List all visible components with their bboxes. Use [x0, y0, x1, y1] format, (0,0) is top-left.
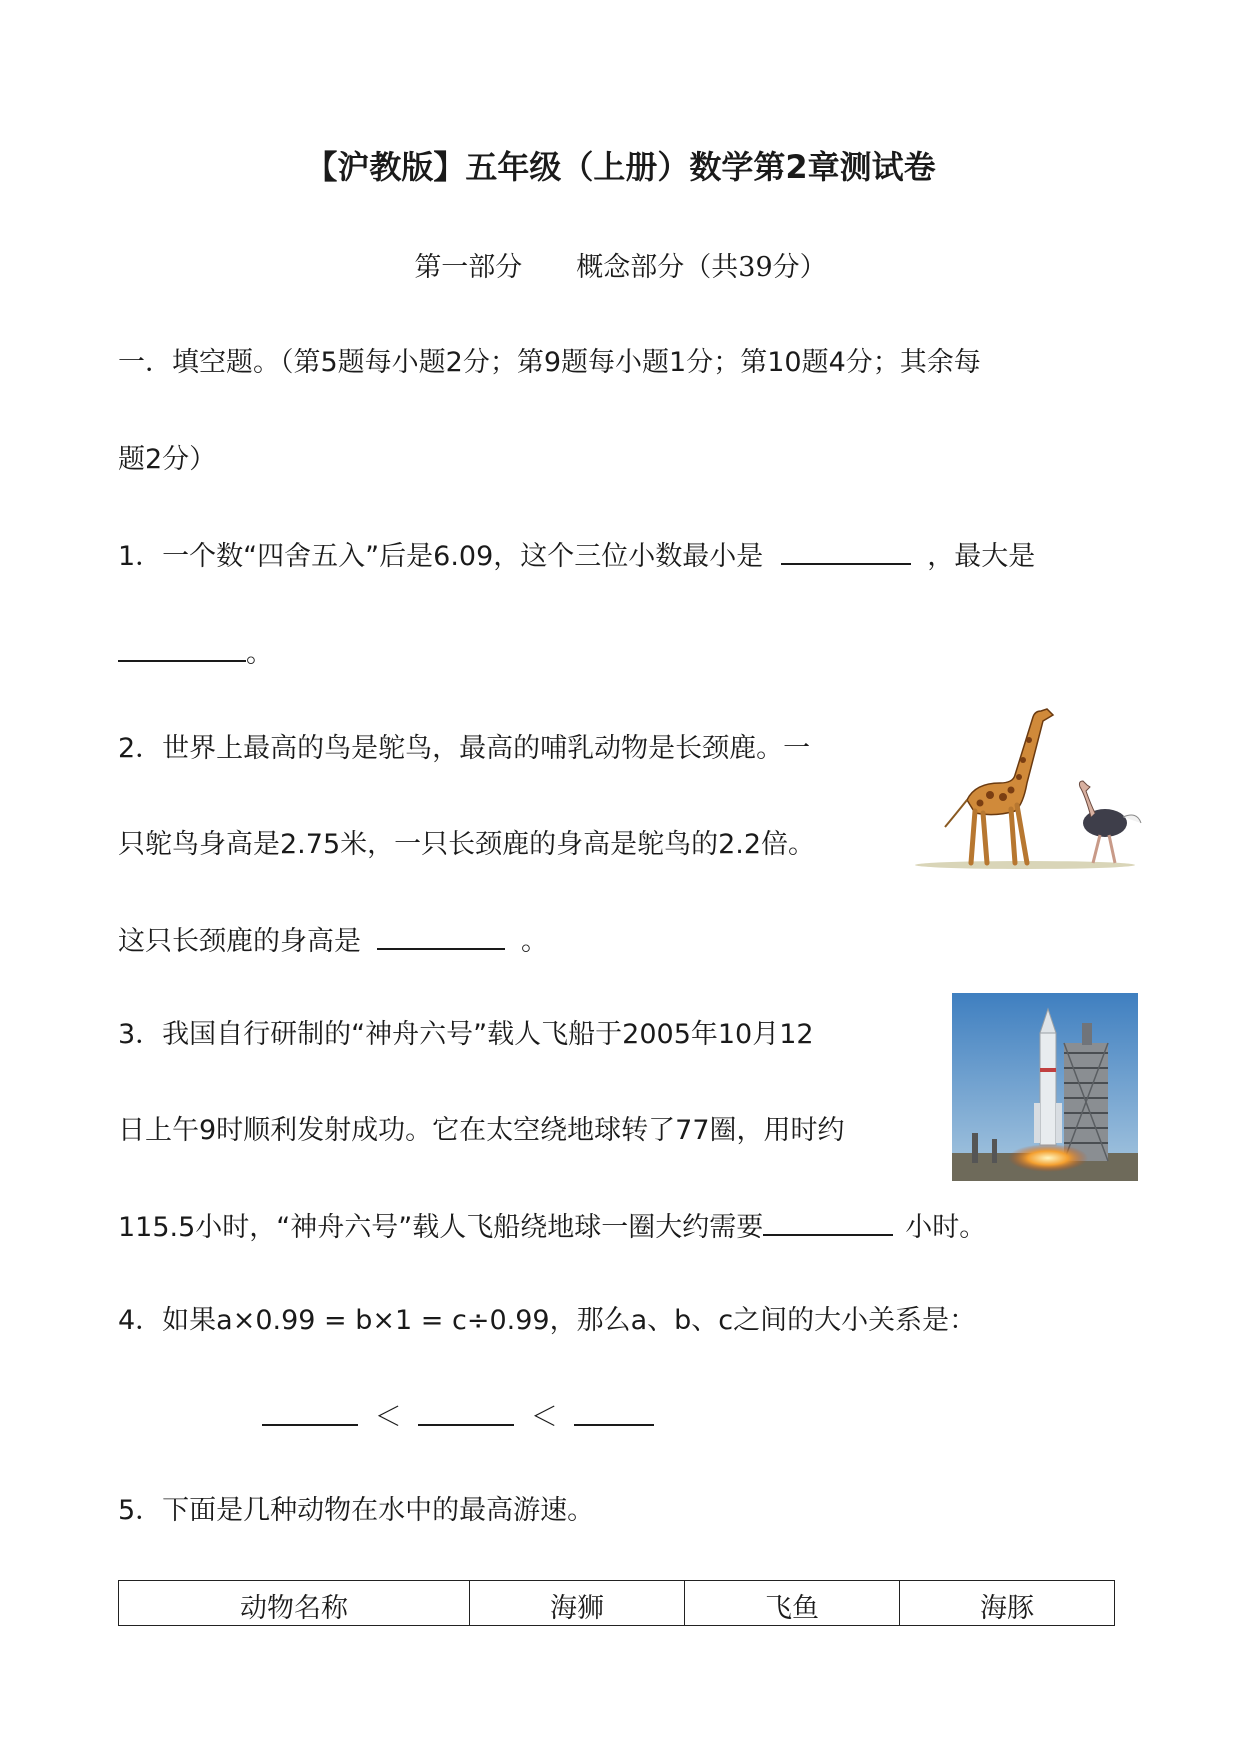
question-2-line1: 2．世界上最高的鸟是鸵鸟，最高的哺乳动物是长颈鹿。一	[118, 733, 811, 764]
table-header-sea-lion: 海狮	[470, 1581, 685, 1626]
question-5-line1: 5．下面是几种动物在水中的最高游速。	[118, 1495, 595, 1526]
question-3-line2: 日上午9时顺利发射成功。它在太空绕地球转了77圈，用时约	[118, 1115, 845, 1146]
question-2-end: 。	[521, 926, 548, 957]
answer-blank-q4-2[interactable]	[418, 1394, 514, 1426]
answer-blank-q1-max[interactable]	[118, 630, 246, 662]
swim-speed-table	[118, 1580, 1115, 1626]
question-1-end: 。	[246, 638, 273, 669]
less-than-symbol-1: ＜	[374, 1402, 402, 1433]
question-1-line1	[118, 533, 1035, 573]
table-row	[119, 1581, 1115, 1626]
less-than-symbol-2: ＜	[530, 1402, 558, 1433]
question-3-text: 115.5小时，“神舟六号”载人飞船绕地球一圈大约需要	[118, 1212, 764, 1243]
answer-blank-q1-min[interactable]	[781, 533, 911, 565]
question-4-answer-row	[262, 1394, 654, 1434]
question-1-line2	[118, 630, 273, 670]
table-header-dolphin: 海豚	[900, 1581, 1115, 1626]
giraffe-figure	[945, 709, 1053, 863]
section-heading-line1: 一．填空题。（第5题每小题2分；第9题每小题1分；第10题4分；其余每	[118, 347, 981, 378]
answer-blank-q4-3[interactable]	[574, 1394, 654, 1426]
question-2-line3	[118, 918, 548, 958]
question-3-end: 小时。	[905, 1212, 987, 1243]
question-4-line1: 4．如果a×0.99 = b×1 = c÷0.99，那么a、b、c之间的大小关系是：	[118, 1305, 977, 1336]
giraffe-ostrich-image	[915, 705, 1145, 870]
launch-tower	[1064, 1023, 1108, 1161]
question-1-text: 1．一个数“四舍五入”后是6.09，这个三位小数最小是	[118, 541, 764, 572]
question-3-line3	[118, 1204, 986, 1244]
document-title: 【沪教版】五年级（上册）数学第2章测试卷	[305, 148, 936, 186]
section-heading-line2: 题2分）	[118, 444, 217, 475]
question-2-line2: 只鸵鸟身高是2.75米，一只长颈鹿的身高是鸵鸟的2.2倍。	[118, 829, 816, 860]
answer-blank-q3[interactable]	[763, 1204, 893, 1236]
table-header-flying-fish: 飞鱼	[685, 1581, 900, 1626]
answer-blank-q4-1[interactable]	[262, 1394, 358, 1426]
question-1-text-max: ，最大是	[927, 541, 1036, 572]
part-heading: 第一部分 概念部分（共39分）	[414, 252, 827, 283]
table-header-animal-name: 动物名称	[119, 1581, 470, 1626]
rocket-launch-image	[952, 993, 1138, 1181]
answer-blank-q2[interactable]	[377, 918, 505, 950]
ostrich-figure	[1079, 781, 1141, 863]
question-3-line1: 3．我国自行研制的“神舟六号”载人飞船于2005年10月12	[118, 1019, 814, 1050]
question-2-text: 这只长颈鹿的身高是	[118, 926, 361, 957]
